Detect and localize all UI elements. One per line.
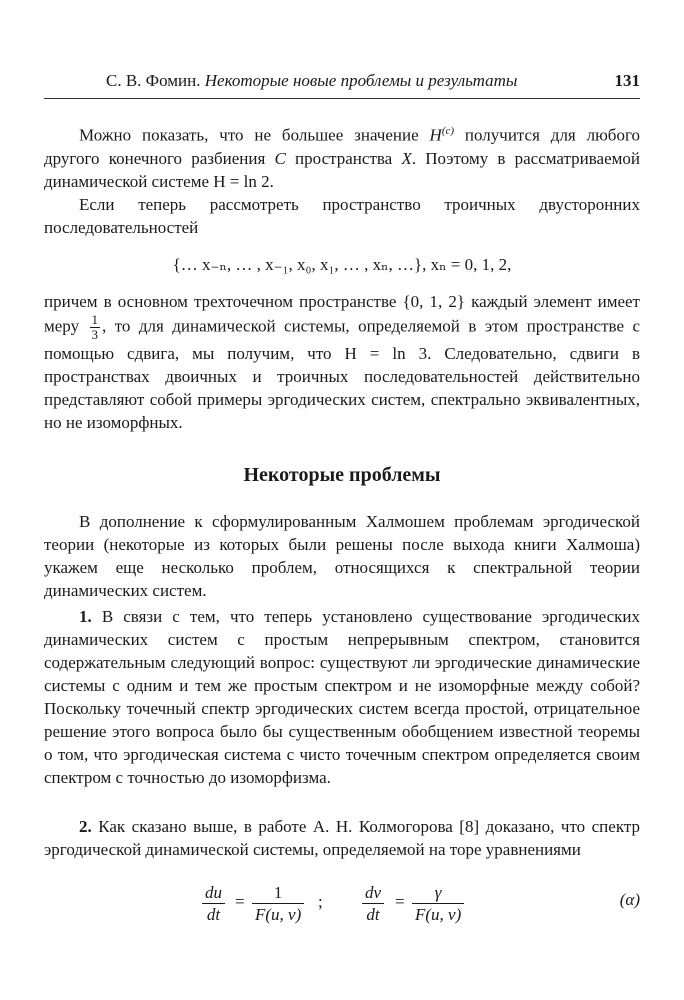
equals-sign-1: =: [235, 892, 245, 911]
fraction-1-over-F: [252, 882, 304, 925]
intro-p1-d: . Поэтому в рассматриваемой динамической системе: [44, 148, 640, 191]
sequence-formula: {… x₋ₙ, … , x₋₁, x₀, x₁, … , xₙ, …}, xₙ = 0, 1, 2,: [172, 255, 512, 274]
semicolon: ;: [318, 892, 323, 911]
fraction-gamma-over-F: [412, 882, 464, 925]
fraction-numerator: 1: [91, 312, 99, 327]
problem-1-text: В связи с тем, что теперь установлено существование эргодических динамических систем с простым непрерывным спектром, становится содержательным следующий вопрос: существуют ли эргодические динамические системы с одним и тем же простым спектром и не изоморфные между собой? Поскольку точечный спектр эргодических систем всегда простой, отрицательное решение этого вопроса было бы существенным обобщением известной теоремы о том, что эргодическая система с чисто точечным спектром определяется своим спектром с точностью до изоморфизма.: [44, 607, 641, 787]
gamma-numerator: γ: [412, 882, 464, 904]
dt-denominator-2: dt: [366, 905, 380, 924]
section-intro-paragraph: В дополнение к сформулированным Халмошем проблемам эргодической теории (некоторые из которых были решены после выхода книги Халмоша) укажем еще несколько проблем, относящихся к спектральной теории динамических систем.: [44, 512, 640, 600]
problem-2-number: 2.: [79, 817, 92, 836]
dv-numerator: dv: [362, 882, 384, 904]
header-title: Некоторые новые проблемы и результаты: [204, 71, 518, 90]
intro-p1-c: пространства: [285, 148, 402, 168]
math-sup-c: (c): [441, 125, 455, 137]
math-X: X: [401, 148, 412, 168]
equals-sign-2: =: [395, 892, 405, 911]
header-rule: [44, 98, 640, 99]
fraction-one-third: [90, 313, 101, 342]
problem-1-paragraph: [44, 605, 640, 789]
problem-1-block: [44, 605, 640, 789]
after-formula-a: причем в основном трехточечном пространстве {0, 1, 2} каждый элемент имеет меру: [44, 292, 640, 336]
fraction-dv-dt: [362, 882, 384, 925]
math-H-ln2: H = ln 2.: [213, 171, 274, 191]
equation-label: (α): [619, 890, 640, 909]
section-intro-block: [44, 510, 640, 602]
F-uv-denominator-1: F(u, v): [255, 905, 302, 924]
after-formula-paragraph: [44, 290, 640, 434]
header-author-and-title: [106, 68, 517, 94]
header-author: С. В. Фомин.: [106, 71, 201, 90]
intro-block: [44, 120, 640, 239]
one-numerator: 1: [252, 882, 304, 904]
after-formula-c: Следовательно, сдвиги в пространствах двоичных и троичных последовательностей действительно представляют собой примеры эргодических систем, спектрально эквивалентных, но не изоморфных.: [44, 344, 640, 432]
fraction-denominator: 3: [91, 327, 99, 342]
intro-p1-a: Можно показать, что не большее значение: [79, 125, 430, 145]
intro-p1-b: получится для любого другого конечного разбиения: [44, 125, 641, 168]
after-formula-b: , то для динамической системы, определяемой в этом пространстве с помощью сдвига, мы получим, что: [44, 316, 640, 363]
problem-2-paragraph: [44, 815, 640, 861]
problem-1-number: 1.: [79, 607, 92, 626]
math-H-ln3: H = ln 3.: [344, 344, 432, 363]
dt-denominator: dt: [206, 905, 221, 924]
problem-2-block: [44, 815, 640, 861]
intro-paragraph-1: [44, 120, 640, 193]
problem-2-text: Как сказано выше, в работе А. Н. Колмогорова [8] доказано, что спектр эргодической динамической системы, определяемой на торе уравнениями: [44, 817, 641, 859]
fraction-du-dt: [202, 882, 225, 925]
equation-alpha: [44, 878, 640, 928]
math-C: C: [274, 148, 286, 168]
running-header: [44, 68, 640, 94]
section-heading: Некоторые проблемы: [243, 464, 441, 486]
F-uv-denominator-2: F(u, v): [415, 905, 462, 924]
page-number: 131: [614, 71, 640, 90]
intro-paragraph-2: Если теперь рассмотреть пространство троичных двусторонних последовательностей: [44, 194, 640, 237]
after-formula-block: [44, 290, 640, 434]
du-numerator: du: [202, 882, 225, 904]
math-H: H: [429, 125, 442, 145]
